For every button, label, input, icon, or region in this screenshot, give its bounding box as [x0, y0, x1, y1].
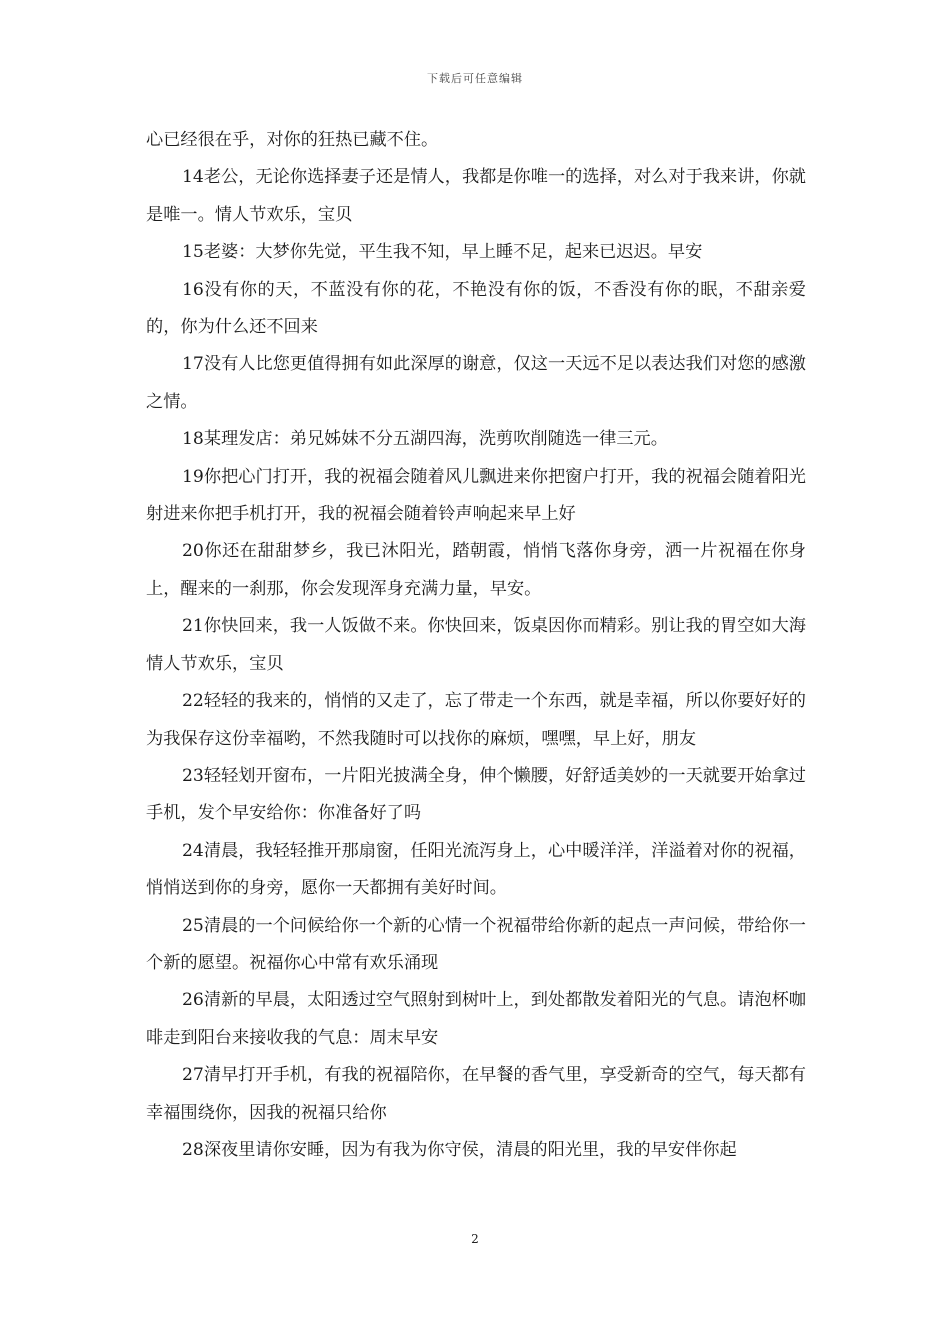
paragraph: 19你把心门打开，我的祝福会随着风儿飘进来你把窗户打开，我的祝福会随着阳光射进来你把手机打开，我的祝福会随着铃声响起来早上好	[146, 466, 806, 525]
paragraph: 22轻轻的我来的，悄悄的又走了，忘了带走一个东西，就是幸福，所以你要好好的为我保存这份幸福哟，不然我随时可以找你的麻烦，嘿嘿，早上好，朋友	[146, 691, 806, 749]
paragraph: 16没有你的天，不蓝没有你的花，不艳没有你的饭，不香没有你的眠，不甜亲爱的，你为什么还不回来	[146, 279, 806, 338]
paragraph: 26清新的早晨，太阳透过空气照射到树叶上，到处都散发着阳光的气息。请泡杯咖啡走到阳台来接收我的气息：周末早安	[146, 990, 806, 1048]
paragraph: 18某理发店：弟兄姊妹不分五湖四海，洗剪吹削随选一律三元。	[182, 429, 668, 450]
paragraph: 14老公，无论你选择妻子还是情人，我都是你唯一的选择，对么对于我来讲，你就是唯一。情人节欢乐，宝贝	[146, 167, 806, 225]
paragraph: 21你快回来，我一人饭做不来。你快回来，饭桌因你而精彩。别让我的胃空如大海情人节欢乐，宝贝	[146, 616, 806, 674]
body-text	[146, 122, 806, 1169]
paragraph: 15老婆：大梦你先觉，平生我不知，早上睡不足，起来已迟迟。早安	[182, 242, 703, 263]
paragraph: 25清晨的一个问候给你一个新的心情一个祝福带给你新的起点一声问候，带给你一个新的愿望。祝福你心中常有欢乐涌现	[146, 915, 806, 973]
paragraph: 28深夜里请你安睡，因为有我为你守侯，清晨的阳光里，我的早安伴你起	[182, 1139, 737, 1160]
page-header: 下载后可任意编辑	[427, 72, 523, 85]
paragraph: 心已经很在乎，对你的狂热已藏不住。	[146, 130, 439, 150]
paragraph: 20你还在甜甜梦乡，我已沐阳光，踏朝霞，悄悄飞落你身旁，洒一片祝福在你身上，醒来的一刹那，你会发现浑身充满力量，早安。	[146, 541, 806, 599]
paragraph: 24清晨，我轻轻推开那扇窗，任阳光流泻身上，心中暖洋洋，洋溢着对你的祝福，悄悄送到你的身旁，愿你一天都拥有美好时间。	[146, 840, 806, 899]
page-number: 2	[471, 1232, 479, 1246]
paragraph: 17没有人比您更值得拥有如此深厚的谢意，仅这一天远不足以表达我们对您的感激之情。	[146, 354, 806, 412]
paragraph: 27清早打开手机，有我的祝福陪你，在早餐的香气里，享受新奇的空气，每天都有幸福围绕你，因我的祝福只给你	[146, 1065, 806, 1123]
paragraph: 23轻轻划开窗布，一片阳光披满全身，伸个懒腰，好舒适美妙的一天就要开始拿过手机，发个早安给你：你准备好了吗	[146, 765, 806, 824]
